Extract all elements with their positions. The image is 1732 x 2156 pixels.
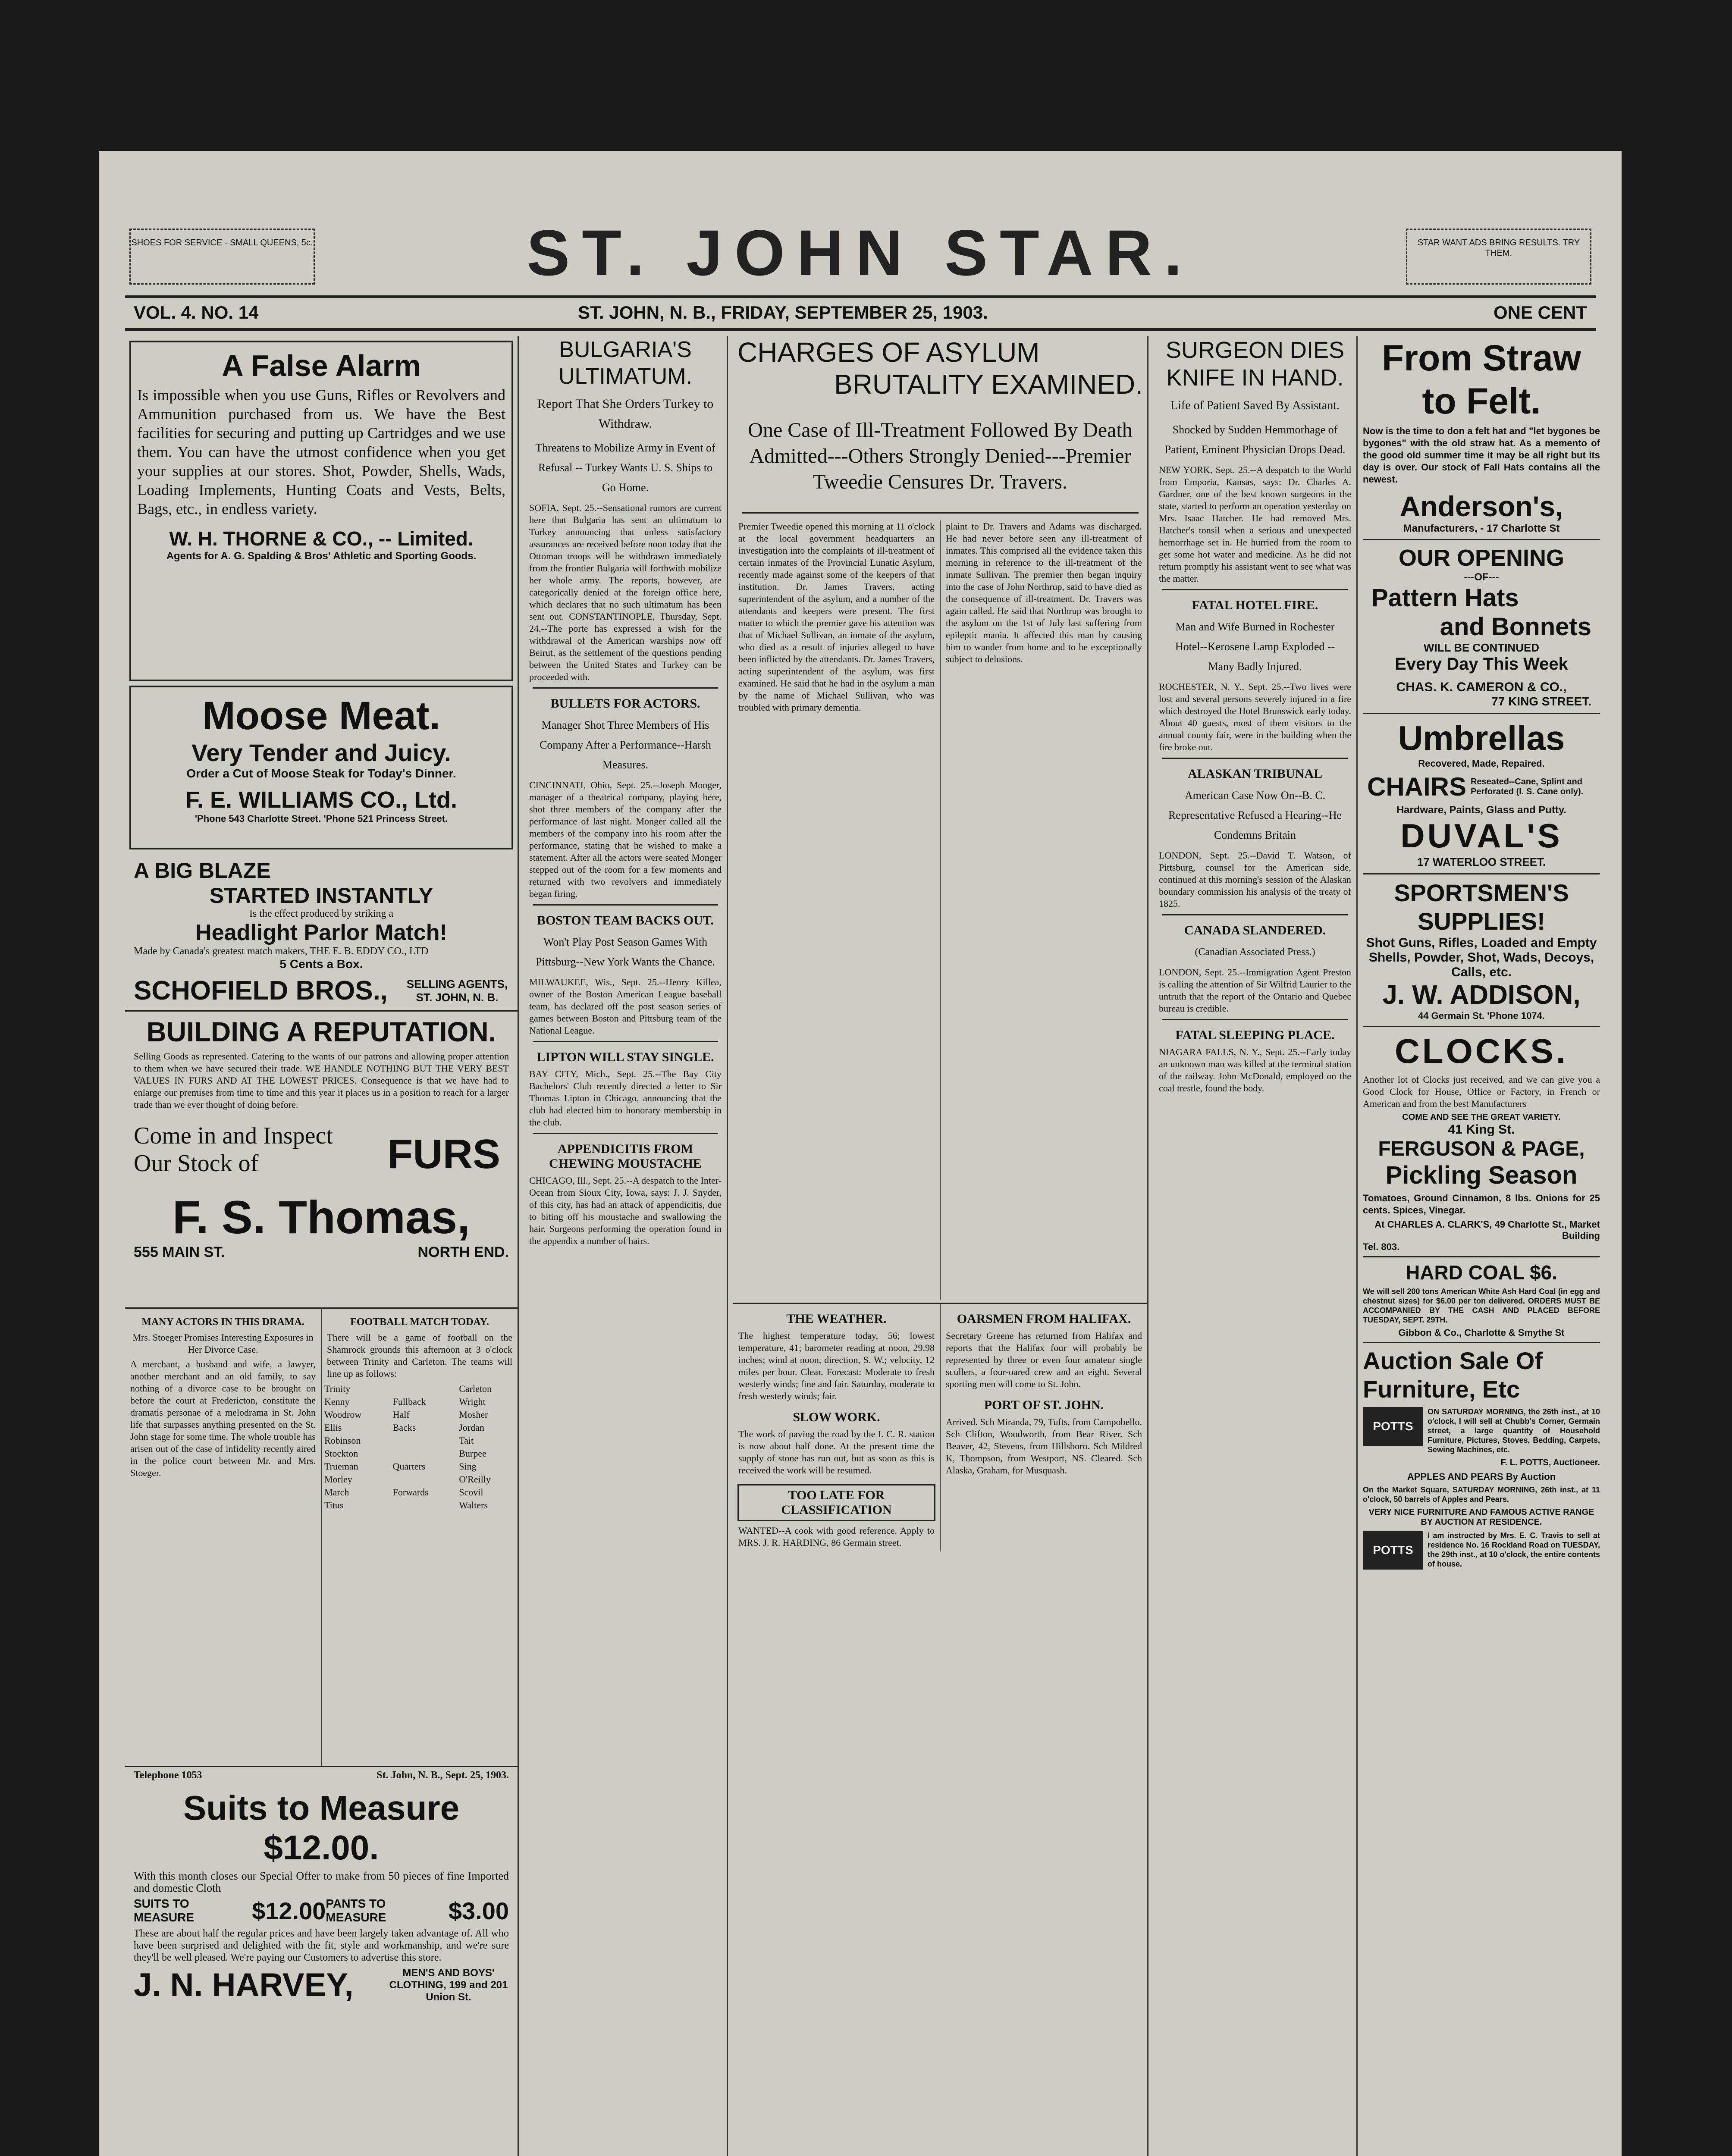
ad-addison-title: SPORTSMEN'S SUPPLIES!: [1394, 879, 1569, 935]
lineup-cell: Robinson: [324, 1435, 361, 1446]
ad-thorne-title: A False Alarm: [222, 349, 421, 382]
asylum-headline-b: BRUTALITY EXAMINED.: [834, 369, 1143, 400]
ad-residence-body: I am instructed by Mrs. E. C. Travis to sell at residence No. 16 Rockland Road on TUESDAY, the 29th inst., at 10 o'clock, the entire contents of house.: [1428, 1531, 1600, 1568]
ad-cameron-d: Every Day This Week: [1395, 655, 1568, 674]
ad-williams-firm: F. E. WILLIAMS CO., Ltd.: [185, 787, 457, 813]
harvey-date: St. John, N. B., Sept. 25, 1903.: [377, 1770, 509, 1781]
oarsmen-headline: OARSMEN FROM HALIFAX.: [957, 1312, 1131, 1326]
appendicitis-body: CHICAGO, Ill., Sept. 25.--A despatch to the Inter-Ocean from Sioux City, Iowa, says: J. J. Snyder, of this city, has had an attack of appendicitis, due to biting off his moustache and swallowing the hair. Surgeons performing the operation found in the appendix a number of hairs.: [529, 1175, 722, 1246]
lineup-cell: [390, 1473, 457, 1486]
ad-apples-title: APPLES AND PEARS By Auction: [1407, 1471, 1556, 1482]
ad-cameron-of: ---OF---: [1464, 571, 1499, 583]
lineup-cell: Wright: [459, 1396, 486, 1407]
ad-ferguson-title: CLOCKS.: [1395, 1032, 1568, 1070]
potts-flag-icon: POTTS: [1363, 1407, 1423, 1446]
port-body: Arrived. Sch Miranda, 79, Tufts, from Campobello. Sch Clifton, Woodworth, from Bear River. Sch Beaver, 42, Stevens, from Hillsboro. Sch Mildred K, Thompson, from Westport, NS. Cleared. Sch Alaska, Graham, for Musquash.: [946, 1416, 1142, 1476]
lineup-cell: [390, 1434, 457, 1447]
lineup-cell: Fullback: [392, 1396, 426, 1407]
ad-williams-sub: Very Tender and Juicy.: [191, 739, 451, 766]
ad-thomas-line2: Our Stock of: [134, 1150, 259, 1177]
story-football-body: There will be a game of football on the Shamrock grounds this afternoon at 3 o'clock between Trinity and Carleton. The teams will line up as follows:: [327, 1332, 512, 1379]
ad-cameron-addr: 77 KING STREET.: [1491, 695, 1591, 708]
bulgaria-deck: Report That She Orders Turkey to Withdraw.: [537, 397, 714, 431]
asylum-deck: One Case of Ill-Treatment Followed By Death Admitted---Others Strongly Denied---Premier Tweedie Censures Dr. Travers.: [748, 419, 1133, 493]
ad-cameron-firm: CHAS. K. CAMERON & CO.,: [1396, 680, 1567, 694]
ad-thomas-addr: 555 MAIN ST.: [134, 1244, 225, 1260]
ad-gibbon-firm: Gibbon & Co., Charlotte & Smythe St: [1398, 1327, 1565, 1338]
actors-deck: Manager Shot Three Members of His Company After a Performance--Harsh Measures.: [540, 719, 711, 771]
sleeping-body: NIAGARA FALLS, N. Y., Sept. 25.--Early today an unknown man was killed at the terminal station of the railway. John McDonald, employed on the coal trestle, found the body.: [1159, 1047, 1351, 1094]
ad-straw-body: Now is the time to don a felt hat and "let bygones be bygones" with the old straw hat. As a memento of the good old summer time it may be all right but its day is over. Our stock of Fall Hats contains all the newest.: [1363, 426, 1600, 485]
surgeon-deck: Life of Patient Saved By Assistant.: [1170, 399, 1340, 412]
boston-body: MILWAUKEE, Wis., Sept. 25.--Henry Killea, owner of the Boston American League baseball team, has declared off the post season series of games between Boston and Pittsburg team of the National League.: [529, 977, 722, 1036]
ad-schofield: [125, 854, 518, 1010]
ad-cameron-title: OUR OPENING: [1398, 545, 1565, 571]
ad-addison-body: Shot Guns, Rifles, Loaded and Empty Shells, Powder, Shot, Wads, Decoys, Calls, etc.: [1366, 936, 1597, 979]
ad-clark-body: Tomatoes, Ground Cinnamon, 8 lbs. Onions for 25 cents. Spices, Vinegar.: [1363, 1193, 1600, 1216]
bulgaria-deck-2: Threatens to Mobilize Army in Event of Refusal -- Turkey Wants U. S. Ships to Go Home.: [535, 442, 715, 494]
ad-thorne-body: Is impossible when you use Guns, Rifles or Revolvers and Ammunition purchased from us. We have the Best facilities for securing and putting up Cartridges and we use them. You can have the utmost confidence when you get your supplies at our stores. Shot, Powder, Shells, Wads, Loading Implements, Hunting Coats and Vests, Belts, Bags, etc., in endless variety.: [137, 386, 505, 517]
actors-headline: BULLETS FOR ACTORS.: [550, 696, 700, 711]
telephone-number: Telephone 1053: [134, 1770, 202, 1781]
surgeon-body: NEW YORK, Sept. 25.--A despatch to the World from Emporia, Kansas, says: Dr. Charles A. Gardner, one of the best known surgeons in the state, started to perform an operation yesterday on Mrs. Isaac Hatcher. He had removed Mrs. Hatcher's tonsil when a serious and unexpected hemorrhage set in. He hurried from the room to get some hot water and medicine. As he did not return promptly his assistant went to see what was the matter.: [1159, 464, 1351, 584]
asylum-story: [733, 518, 1147, 1303]
ad-harvey-pants-price: $3.00: [448, 1897, 509, 1924]
ad-williams-phones: 'Phone 543 Charlotte Street. 'Phone 521 Princess Street.: [195, 813, 448, 824]
lineup-cell: Trueman: [324, 1461, 358, 1472]
lineup-table: [322, 1382, 518, 1512]
surgeon-headline: SURGEON DIES KNIFE IN HAND.: [1165, 337, 1345, 391]
appendicitis-headline: APPENDICITIS FROM CHEWING MOUSTACHE: [549, 1142, 702, 1171]
alaskan-body: LONDON, Sept. 25.--David T. Watson, of Pittsburg, counsel for the American side, continued at this morning's session of the Alaskan boundary commission his analysis of the treaty of 1825.: [1159, 850, 1351, 909]
lineup-cell: Titus: [324, 1500, 344, 1510]
col1-stories: [125, 1307, 518, 1766]
ad-cameron-b: and Bonnets: [1440, 613, 1591, 641]
ad-thomas-end: NORTH END.: [417, 1244, 509, 1260]
lineup-cell: Trinity: [324, 1383, 351, 1394]
potts-flag-icon-2: POTTS: [1363, 1531, 1423, 1570]
story-football-head: FOOTBALL MATCH TODAY.: [350, 1316, 489, 1328]
lineup-row: [322, 1473, 518, 1486]
ad-harvey-title: Suits to Measure $12.00.: [183, 1789, 460, 1867]
lineup-cell: Woodrow: [324, 1409, 362, 1420]
ad-williams-title: Moose Meat.: [202, 694, 441, 738]
slow-work-body: The work of paving the road by the I. C. R. station is now about half done. At the present time the supply of stone has run out, but as soon as this is received the work will be resumed.: [738, 1429, 935, 1476]
lineup-row: [322, 1499, 518, 1512]
ad-addison-firm: J. W. ADDISON,: [1382, 980, 1581, 1010]
lineup-row: [322, 1447, 518, 1460]
ad-harvey-body: These are about half the regular prices and have been largely taken advantage of. All who have been surprised and delighted with the fit, style and workmanship, and we're sure they'll be well pleased. We're paying our Customers to advertise this store.: [134, 1928, 509, 1963]
alaskan-deck: American Case Now On--B. C. Representative Refused a Hearing--He Condemns Britain: [1168, 789, 1342, 841]
lineup-cell: Mosher: [459, 1409, 488, 1420]
ad-residence-title: VERY NICE FURNITURE AND FAMOUS ACTIVE RANGE BY AUCTION AT RESIDENCE.: [1368, 1507, 1594, 1527]
ad-ferguson-firm: FERGUSON & PAGE,: [1378, 1138, 1585, 1160]
ad-duval-line: Recovered, Made, Repaired.: [1418, 758, 1545, 769]
ad-schofield-firm: SCHOFIELD BROS.,: [134, 976, 388, 1006]
lineup-row: [322, 1434, 518, 1447]
column-news-2: [524, 336, 728, 2156]
lineup-cell: O'Reilly: [459, 1474, 491, 1485]
ad-williams: [129, 686, 513, 849]
issue-date: ST. JOHN, N. B., FRIDAY, SEPTEMBER 25, 1903.: [578, 302, 988, 323]
ad-gibbon-body: We will sell 200 tons American White Ash Hard Coal (in egg and chestnut sizes) for $6.00 per ton delivered. ORDERS MUST BE ACCOMPANIED BY THE CASH AND PLACED BEFORE TUESDAY, SEPT. 29TH.: [1363, 1287, 1600, 1324]
lineup-cell: Sing: [459, 1461, 477, 1472]
ad-thorne-note: Agents for A. G. Spalding & Bros' Athletic and Sporting Goods.: [166, 550, 477, 562]
ad-ferguson-addr: 41 King St.: [1448, 1122, 1515, 1137]
ad-reputation: [125, 1010, 518, 1118]
lineup-cell: Backs: [392, 1422, 416, 1433]
ad-schofield-agents: SELLING AGENTS, ST. JOHN, N. B.: [406, 977, 508, 1004]
ad-anderson-firm: Anderson's,: [1399, 490, 1563, 522]
ad-harvey-line: With this month closes our Special Offer to make from 50 pieces of fine Imported and domestic Cloth: [134, 1870, 509, 1894]
col3-lower: [733, 1303, 1147, 1551]
column-ads-right: [1363, 336, 1600, 2156]
ad-addison-addr: 44 Germain St. 'Phone 1074.: [1418, 1010, 1545, 1021]
column-ads-left: [125, 336, 519, 2156]
bulgaria-headline: BULGARIA'S ULTIMATUM.: [558, 337, 693, 389]
lineup-cell: Stockton: [324, 1448, 358, 1459]
ad-gibbon-title: HARD COAL $6.: [1406, 1261, 1557, 1284]
ad-schofield-line: Is the effect produced by striking a: [249, 908, 394, 919]
ad-thorne-firm: W. H. THORNE & CO., -- Limited.: [169, 527, 474, 550]
ad-cameron-a: Pattern Hats: [1371, 584, 1519, 612]
lipton-headline: LIPTON WILL STAY SINGLE.: [537, 1050, 714, 1064]
ad-thomas-line1: Come in and Inspect: [134, 1122, 333, 1149]
column-news-4: [1154, 336, 1358, 2156]
lineup-row: [322, 1408, 518, 1421]
ad-straw-a: From Straw: [1381, 338, 1581, 378]
ad-duval-title: Umbrellas: [1398, 719, 1565, 757]
slow-work-headline: SLOW WORK.: [793, 1410, 880, 1424]
col1-footer: [125, 1766, 518, 1784]
ad-schofield-sub: STARTED INSTANTLY: [209, 884, 433, 908]
ad-duval-chairs: CHAIRS: [1367, 772, 1467, 801]
lineup-cell: Scovil: [459, 1487, 483, 1498]
lineup-cell: Ellis: [324, 1422, 342, 1433]
asylum-body-right: plaint to Dr. Travers and Adams was discharged. He had never before seen any ill-treatment of inmates. This comprised all the evidence taken this morning in reference to the ill-treatment of the inmate Sullivan. The premier then began inquiry into the case of John Northrup, said to have died as the consequence of ill-treatment. Dr. Travers was again called. He said that Northrup was brought to the asylum on the 1st of July last suffering from epileptic mania. It affected this man by causing him to wander from home and to be exceptionally subject to delusions.: [946, 521, 1142, 664]
ad-harvey-firm: J. N. HARVEY,: [134, 1967, 354, 2003]
ad-clark-tel: Tel. 803.: [1363, 1241, 1400, 1252]
ad-straw-b: to Felt.: [1422, 381, 1541, 421]
newspaper-page: [99, 151, 1622, 2156]
ad-clark-at: At CHARLES A. CLARK'S, 49 Charlotte St., Market Building: [1374, 1219, 1600, 1241]
ad-ferguson-body: Another lot of Clocks just received, and we can give you a Good Clock for House, Office or Factory, in French or American and from the best Manufacturers: [1363, 1074, 1600, 1109]
lineup-cell: Half: [392, 1409, 410, 1420]
ad-harvey-pants-label: PANTS TO MEASURE: [326, 1897, 386, 1924]
too-late-headline: TOO LATE FOR CLASSIFICATION: [737, 1484, 935, 1521]
lineup-cell: Tait: [459, 1435, 474, 1446]
alaskan-headline: ALASKAN TRIBUNAL: [1187, 767, 1322, 781]
ad-reputation-title: BUILDING A REPUTATION.: [146, 1016, 496, 1047]
lineup-cell: [390, 1382, 457, 1395]
ad-harvey: [125, 1784, 518, 2008]
ear-right: STAR WANT ADS BRING RESULTS. TRY THEM.: [1406, 229, 1591, 285]
lineup-row: [322, 1486, 518, 1499]
lineup-cell: Walters: [459, 1500, 488, 1510]
ad-thorne: [129, 341, 513, 681]
canada-body: LONDON, Sept. 25.--Immigration Agent Preston is calling the attention of Sir Wilfrid Laurier to the untruth that the report of the Ontario and Quebec bureau is credible.: [1159, 967, 1351, 1014]
volume-number: VOL. 4. NO. 14: [134, 302, 259, 323]
story-actors-body: A merchant, a husband and wife, a lawyer, another merchant and an old family, to say nothing of a divorce case to be brought on before the court at Fredericton, constitute the dramatis personae of a melodrama in St. John life that surpasses anything presented on the St. John stage for some time. The whole trouble has arisen out of the case of infidelity recently aired in the police court between Mr. and Mrs. Stoeger.: [130, 1359, 316, 1478]
lineup-cell: Quarters: [392, 1461, 426, 1472]
ad-thomas-word: FURS: [387, 1131, 500, 1177]
ad-duval-more: Hardware, Paints, Glass and Putty.: [1396, 804, 1567, 816]
ad-harvey-suits-label: SUITS TO MEASURE: [134, 1897, 195, 1924]
ad-schofield-price: 5 Cents a Box.: [279, 957, 363, 971]
lineup-cell: Burpee: [459, 1448, 486, 1459]
lineup-row: [322, 1395, 518, 1408]
ad-duval-chairs-note: Reseated--Cane, Splint and Perforated (I. S. Cane only).: [1471, 777, 1584, 796]
ad-williams-line: Order a Cut of Moose Steak for Today's Dinner.: [186, 767, 456, 780]
lineup-cell: Kenny: [324, 1396, 350, 1407]
lineup-cell: Carleton: [459, 1383, 492, 1394]
lineup-row: [322, 1460, 518, 1473]
ad-clark-title: Pickling Season: [1385, 1161, 1578, 1189]
ad-duval-addr: 17 WATERLOO STREET.: [1417, 856, 1546, 868]
lineup-cell: Morley: [324, 1474, 352, 1485]
ad-schofield-title: A BIG BLAZE: [134, 859, 271, 883]
asylum-body-left: Premier Tweedie opened this morning at 11 o'clock at the local government headquarters an investigation into the complaints of ill-treatment of certain inmates of the Provincial Lunatic Asylum, recently made against some of the keepers of that institution. Dr. James Travers, acting superintendent of the asylum, and a number of the attendants and keepers were present. The first matter to which the premier gave his attention was that of Michael Sullivan, an inmate of the asylum, who died as a result of injuries alleged to have been inflicted by the attendants. Dr. James Travers, acting superintendent of the asylum, was first examined. He said that he had in the asylum a man by the name of Michael Sullivan, who was troubled with primary dementia.: [733, 520, 941, 1300]
bulgaria-body: SOFIA, Sept. 25.--Sensational rumors are current here that Bulgaria has sent an ultimatum to Turkey announcing that unless satisfactory assurances are received before noon today that the Ottoman troops will be withdrawn immediately from the frontier Bulgaria will forthwith mobilize her whole army. The reports, however, are categorically denied at the foreign office here, which declares that no such ultimatum has been sent out. CONSTANTINOPLE, Thursday, Sept. 24.--The porte has expressed a wish for the withdrawal of the American warships now off Beirut, as the settlement of the questions pending between the United States and Turkey can be proceeded with.: [529, 502, 722, 682]
hotel-fire-deck: Man and Wife Burned in Rochester Hotel--Kerosene Lamp Exploded --Many Badly Injured.: [1175, 620, 1335, 673]
story-football: [322, 1309, 518, 1766]
ad-auction-body: ON SATURDAY MORNING, the 26th inst., at 10 o'clock, I will sell at Chubb's Corner, Germain street, a large quantity of Household Furniture, Pictures, Stoves, Bedding, Carpets, Sewing Machines, etc.: [1428, 1407, 1600, 1454]
ad-schofield-maker: Made by Canada's greatest match makers, THE E. B. EDDY CO., LTD: [134, 946, 429, 957]
actors-body: CINCINNATI, Ohio, Sept. 25.--Joseph Monger, manager of a theatrical company, playing here, shot three members of the company after the performance of last night. Monger called all the members of the company into his room after the performance, stating that he wished to make a statement. After all the actors were seated Monger stepped out of the room for a few moments and returned with two revolvers and immediately began firing.: [529, 780, 722, 899]
lineup-row: [322, 1382, 518, 1395]
newspaper-title: ST. JOHN STAR.: [527, 216, 1194, 289]
port-headline: PORT OF ST. JOHN.: [984, 1398, 1104, 1412]
ad-harvey-suits-price: $12.00: [252, 1897, 326, 1924]
hotel-fire-body: ROCHESTER, N. Y., Sept. 25.--Two lives were lost and several persons severely injured in a fire which destroyed the Hotel Brunswick early today. About 40 guests, most of them visitors to the annual county fair, were in the building when the fire broke out.: [1159, 681, 1351, 752]
lineup-row: [322, 1421, 518, 1434]
story-actors-head: MANY ACTORS IN THIS DRAMA.: [141, 1316, 304, 1328]
ad-apples-body: On the Market Square, SATURDAY MORNING, 26th inst., at 11 o'clock, 50 barrels of Apples and Pears.: [1363, 1485, 1600, 1504]
story-actors: [125, 1309, 322, 1766]
ad-anderson-addr: Manufacturers, - 17 Charlotte St: [1403, 523, 1560, 534]
ad-cameron-c: WILL BE CONTINUED: [1423, 641, 1540, 654]
masthead: [125, 190, 1596, 289]
lineup-cell: [390, 1447, 457, 1460]
canada-headline: CANADA SLANDERED.: [1184, 923, 1326, 937]
asylum-headline-a: CHARGES OF ASYLUM: [737, 337, 1040, 368]
weather-body: The highest temperature today, 56; lowest temperature, 41; barometer reading at noon, 29.98 inches; wind at noon, direction, S. W.; velocity, 12 miles per hour. Clear. Forecast: Moderate to fresh westerly winds; fine and fair. Saturday, moderate to fresh westerly winds; fair.: [738, 1330, 935, 1401]
dateline: [125, 295, 1596, 331]
story-actors-deck: Mrs. Stoeger Promises Interesting Exposures in Her Divorce Case.: [132, 1332, 314, 1355]
lineup-cell: Jordan: [459, 1422, 484, 1433]
price: ONE CENT: [1493, 302, 1587, 323]
lipton-body: BAY CITY, Mich., Sept. 25.--The Bay City Bachelors' Club recently directed a letter to Sir Thomas Lipton in Chicago, announcing that the club had elected him to honorary membership in the club.: [529, 1069, 722, 1128]
boston-deck: Won't Play Post Season Games With Pittsburg--New York Wants the Chance.: [536, 936, 715, 968]
hotel-fire-headline: FATAL HOTEL FIRE.: [1192, 598, 1318, 612]
surgeon-deck-2: Shocked by Sudden Hemmorhage of Patient, Eminent Physician Drops Dead.: [1164, 423, 1346, 456]
ad-auction-auct: F. L. POTTS, Auctioneer.: [1500, 1458, 1600, 1467]
ad-auction-title: Auction Sale Of Furniture, Etc: [1363, 1347, 1543, 1403]
ad-thomas: [125, 1118, 518, 1307]
too-late-body: WANTED--A cook with good reference. Apply to MRS. J. R. HARDING, 86 Germain street.: [738, 1525, 935, 1548]
weather-headline: THE WEATHER.: [786, 1312, 887, 1326]
ad-ferguson-tag: COME AND SEE THE GREAT VARIETY.: [1402, 1112, 1561, 1122]
ad-duval-firm: DUVAL'S: [1400, 817, 1563, 855]
lineup-cell: March: [324, 1487, 349, 1498]
lineup-cell: [390, 1499, 457, 1512]
ad-schofield-product: Headlight Parlor Match!: [195, 920, 447, 945]
ad-reputation-body: Selling Goods as represented. Catering to the wants of our patrons and allowing proper attention to them when we have secured their trade. WE HANDLE NOTHING BUT THE VERY BEST VALUES IN FURS AND AT THE LOWEST PRICES. Consequence is that we have had to enlarge our premises from time to time and this year it places us in a position to reach for a larger trade than we ever thought of doing before.: [134, 1051, 509, 1110]
ad-harvey-addr: MEN'S AND BOYS' CLOTHING, 199 and 201 Union St.: [389, 1967, 508, 2003]
ear-left: SHOES FOR SERVICE - SMALL QUEENS, 5c.: [129, 229, 315, 285]
canada-deck: (Canadian Associated Press.): [1195, 946, 1315, 958]
ad-thomas-firm: F. S. Thomas,: [172, 1191, 471, 1243]
oarsmen-body: Secretary Greene has returned from Halifax and reports that the Halifax four will probably be represented by three or even four amateur single scullers, a four-oared crew and an eight. Several sporting men will come to St. John.: [946, 1330, 1142, 1389]
sleeping-headline: FATAL SLEEPING PLACE.: [1175, 1028, 1335, 1042]
column-news-3: [733, 336, 1148, 2156]
boston-headline: BOSTON TEAM BACKS OUT.: [537, 913, 714, 928]
lineup-cell: Forwards: [392, 1487, 429, 1498]
